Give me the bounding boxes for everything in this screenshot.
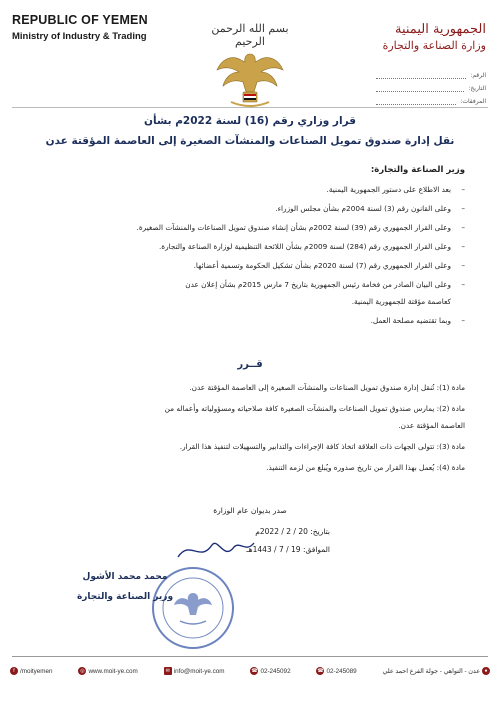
mail-icon: ✉ xyxy=(165,668,170,674)
article-item: مادة (3): تتولى الجهات ذات العلاقة اتخاذ كافة الإجراءات والتدابير والتسهيلات لتنفيذ هذا القرار. xyxy=(179,442,465,451)
en-country-name: REPUBLIC OF YEMEN xyxy=(12,13,148,27)
website-link[interactable]: ◎ www.moit-ye.com xyxy=(80,667,138,675)
clause-item: – وبما تقتضيه مصلحة العمل. xyxy=(30,316,465,326)
hijri-date: الموافق: 19 / 7 / 1443هـ xyxy=(246,545,330,554)
decides-heading: قــرر xyxy=(237,359,263,370)
phone-icon: ☎ xyxy=(251,668,258,674)
clause-item: – وعلى القرار الجمهوري رقم (284) لسنة 2009م بشأن اللائحة التنظيمية لوزارة الصناعة والتجارة. xyxy=(30,242,465,252)
issued-at: صدر بديوان عام الوزارة xyxy=(213,506,287,515)
footer-divider xyxy=(12,656,488,657)
social-icon: f xyxy=(10,667,18,675)
fax-icon: ☎ xyxy=(317,668,324,674)
clause-item: – وعلى القرار الجمهوري رقم (39) لسنة 2002م بشأن إنشاء صندوق تمويل الصناعات والمنشآت الصغيرة. xyxy=(30,223,465,233)
clause-item: – وعلى القانون رقم (3) لسنة 2004م بشأن مجلس الوزراء. xyxy=(30,204,465,214)
address: ● عدن - التواهي - جولة الفرع احمد علي xyxy=(383,667,490,675)
decree-articles xyxy=(30,383,465,484)
yemen-eagle-emblem-icon xyxy=(213,48,287,110)
minister-heading: وزير الصناعة والتجارة: xyxy=(370,165,465,175)
decree-title: قرار وزاري رقم (16) لسنة 2022م بشأن xyxy=(144,115,356,127)
article-item: مادة (2): يمارس صندوق تمويل الصناعات والمنشآت الصغيرة كافة صلاحياته ومسؤولياته وأعماله من العاصمة المؤقتة عدن. xyxy=(164,404,465,430)
social-handle: f /moityemen xyxy=(10,667,53,675)
arabic-letterhead xyxy=(336,22,486,52)
article-item: مادة (1): تُنقل إدارة صندوق تمويل الصناعات والمنشآت الصغيرة إلى العاصمة المؤقتة عدن. xyxy=(189,383,465,392)
decree-subject: نقل إدارة صندوق تمويل الصناعات والمنشآت الصغيرة إلى العاصمة المؤقتة عدن xyxy=(45,135,455,147)
english-letterhead xyxy=(12,13,192,42)
ar-ministry-name: وزارة الصناعة والتجارة xyxy=(382,39,486,52)
clause-item: – وعلى البيان الصادر من فخامة رئيس الجمهورية بتاريخ 7 مارس 2015م بشأن إعلان عدن كعاصمة مؤقتة للجمهورية اليمنية. xyxy=(30,280,465,307)
ar-country-name: الجمهورية اليمنية xyxy=(394,22,486,37)
signatory-title: وزير الصناعة والتجارة xyxy=(76,592,174,602)
clause-item: – وعلى القرار الجمهوري رقم (7) لسنة 2020م بشأن تشكيل الحكومة وتسمية أعضائها. xyxy=(30,261,465,271)
en-ministry-name: Ministry of Industry & Trading xyxy=(12,31,147,42)
preamble-clauses xyxy=(30,185,465,335)
email-link[interactable]: ✉ info@moit-ye.com xyxy=(165,667,225,675)
basmala: بسم الله الرحمن الرحيم xyxy=(211,22,289,48)
footer-contacts xyxy=(10,664,490,678)
location-pin-icon: ● xyxy=(482,667,490,675)
ref-attachments-line: المرفقات: xyxy=(376,92,486,105)
globe-icon: ◎ xyxy=(80,668,85,674)
reference-fields xyxy=(376,66,486,105)
ref-number-line: الرقم: xyxy=(376,66,486,79)
gregorian-date: بتاريخ: 20 / 2 / 2022م xyxy=(255,527,330,536)
article-item: مادة (4): يُعمل بهذا القرار من تاريخ صدوره ويُبلغ من لزمه التنفيذ. xyxy=(266,463,465,472)
signatory-block xyxy=(70,572,180,602)
ref-date-line: التاريخ: xyxy=(376,79,486,92)
phone-2: ☎ 02-245089 xyxy=(317,667,357,675)
clause-item: – بعد الاطلاع على دستور الجمهورية اليمنية. xyxy=(30,185,465,195)
phone-1: ☎ 02-245092 xyxy=(251,667,291,675)
header-divider xyxy=(12,107,488,108)
signatory-name: محمد محمد الأشول xyxy=(82,572,168,582)
